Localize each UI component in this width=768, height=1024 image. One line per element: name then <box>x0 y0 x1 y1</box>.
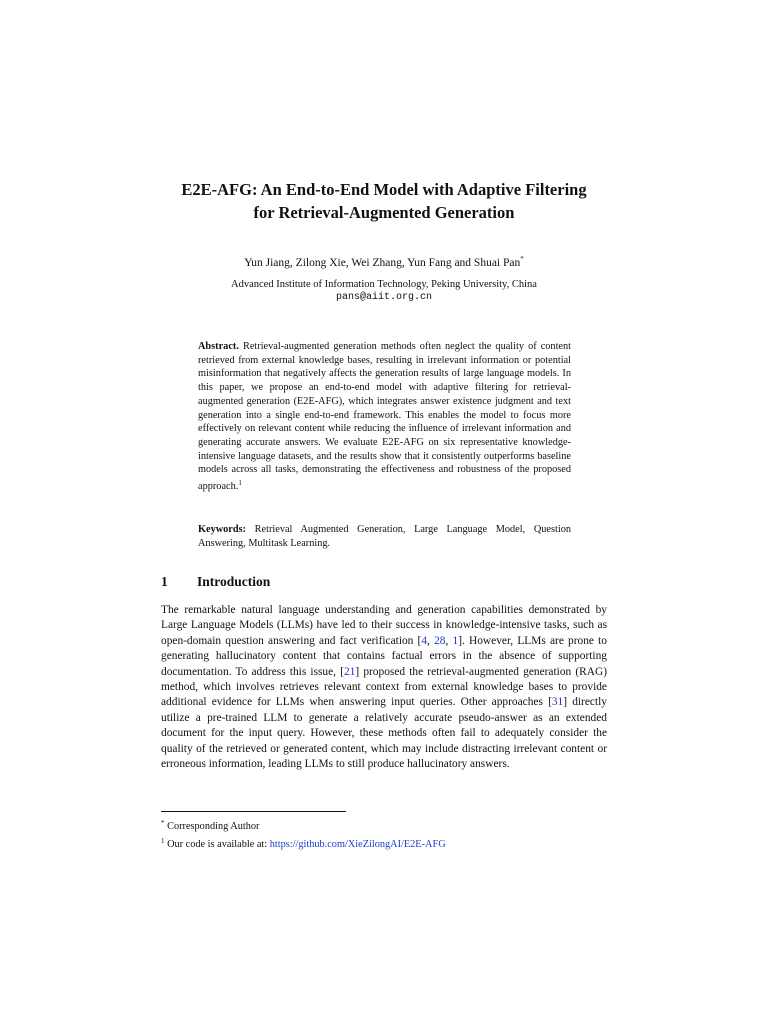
intro-text-1: The remarkable natural language understanding and generation capabilities demonstrated by Large Language Models (LLMs) have led to their success in knowledge-intensive tasks, such as open-domain question answering and fact verification [ <box>161 604 607 647</box>
code-repository-link[interactable]: https://github.com/XieZilongAI/E2E-AFG <box>269 839 446 850</box>
abstract-paragraph <box>198 340 571 494</box>
citation-link-4[interactable]: 4 <box>421 634 428 647</box>
footnotes <box>161 816 611 852</box>
footnote-mark-star: * <box>161 819 165 827</box>
citation-separator: , <box>445 634 453 647</box>
footnote-corresponding <box>161 816 611 834</box>
footnote-mark-1: 1 <box>161 837 165 845</box>
paper-title-line-2: for Retrieval-Augmented Generation <box>253 203 515 222</box>
keywords-label: Keywords: <box>198 524 247 535</box>
corresponding-author-mark: * <box>520 255 524 263</box>
footnote-text-code: Our code is available at: <box>167 839 270 850</box>
keywords-text: Retrieval Augmented Generation, Large Language Model, Question Answering, Multitask Learning. <box>198 524 571 549</box>
intro-text-4: ] directly utilize a pre-trained LLM to generate a relatively accurate pseudo-answer as an extended document for the input query. However, these methods often fail to adequately consider the quality of the retrieved or generated content, which may include distracting irrelevant content or erroneous information, leading LLMs to still produce hallucinatory answers. <box>161 696 607 771</box>
paper-title-line-1: E2E-AFG: An End-to-End Model with Adaptive Filtering <box>181 180 587 199</box>
author-names: Yun Jiang, Zilong Xie, Wei Zhang, Yun Fang and Shuai Pan <box>244 257 521 269</box>
intro-text-3: ] proposed the retrieval-augmented generation (RAG) method, which involves retrieves relevant context from external knowledge bases to provide additional evidence for LLMs when answering input queries. Other approaches [ <box>161 665 607 709</box>
footnote-text-corresponding: Corresponding Author <box>167 821 260 832</box>
contact-email: pans@aiit.org.cn <box>335 292 432 303</box>
keywords-paragraph <box>198 523 571 550</box>
paper-title <box>0 178 768 224</box>
citation-link-21[interactable]: 21 <box>343 665 356 678</box>
affiliation-block <box>0 278 768 304</box>
footnote-code <box>161 834 611 852</box>
citation-separator: , <box>427 634 435 647</box>
abstract-footnote-mark: 1 <box>238 479 242 488</box>
intro-text-2: ]. However, LLMs are prone to generating hallucinatory content that contains factual errors in the absence of supporting documentation. To address this issue, [ <box>161 634 608 678</box>
section-title: Introduction <box>197 574 271 589</box>
citation-link-31[interactable]: 31 <box>551 696 564 709</box>
abstract-text: Retrieval-augmented generation methods often neglect the quality of content retrieved from external knowledge bases, resulting in irrelevant information or potential misinformation that negatively affects the generation results of large language models. In this paper, we propose an end-to-end model with adaptive filtering for retrieval-augmented generation (E2E-AFG), which integrates answer existence judgment and text generation into a single end-to-end framework. This enables the model to focus more effectively on relevant content while reducing the influence of irrelevant information and generating accurate answers. We evaluate E2E-AFG on six representative knowledge-intensive language datasets, and the results show that it consistently outperforms baseline models across all tasks, demonstrating the effectiveness and robustness of the proposed approach. <box>198 341 572 493</box>
footnote-divider <box>161 811 346 812</box>
intro-paragraph <box>161 603 607 772</box>
author-list <box>0 252 768 271</box>
citation-link-28[interactable]: 28 <box>434 634 446 647</box>
abstract-label: Abstract. <box>198 341 239 352</box>
section-number: 1 <box>161 574 168 589</box>
section-heading <box>161 573 270 591</box>
citation-link-1[interactable]: 1 <box>452 634 459 647</box>
institute-name: Advanced Institute of Information Technology, Peking University, China <box>231 279 537 290</box>
